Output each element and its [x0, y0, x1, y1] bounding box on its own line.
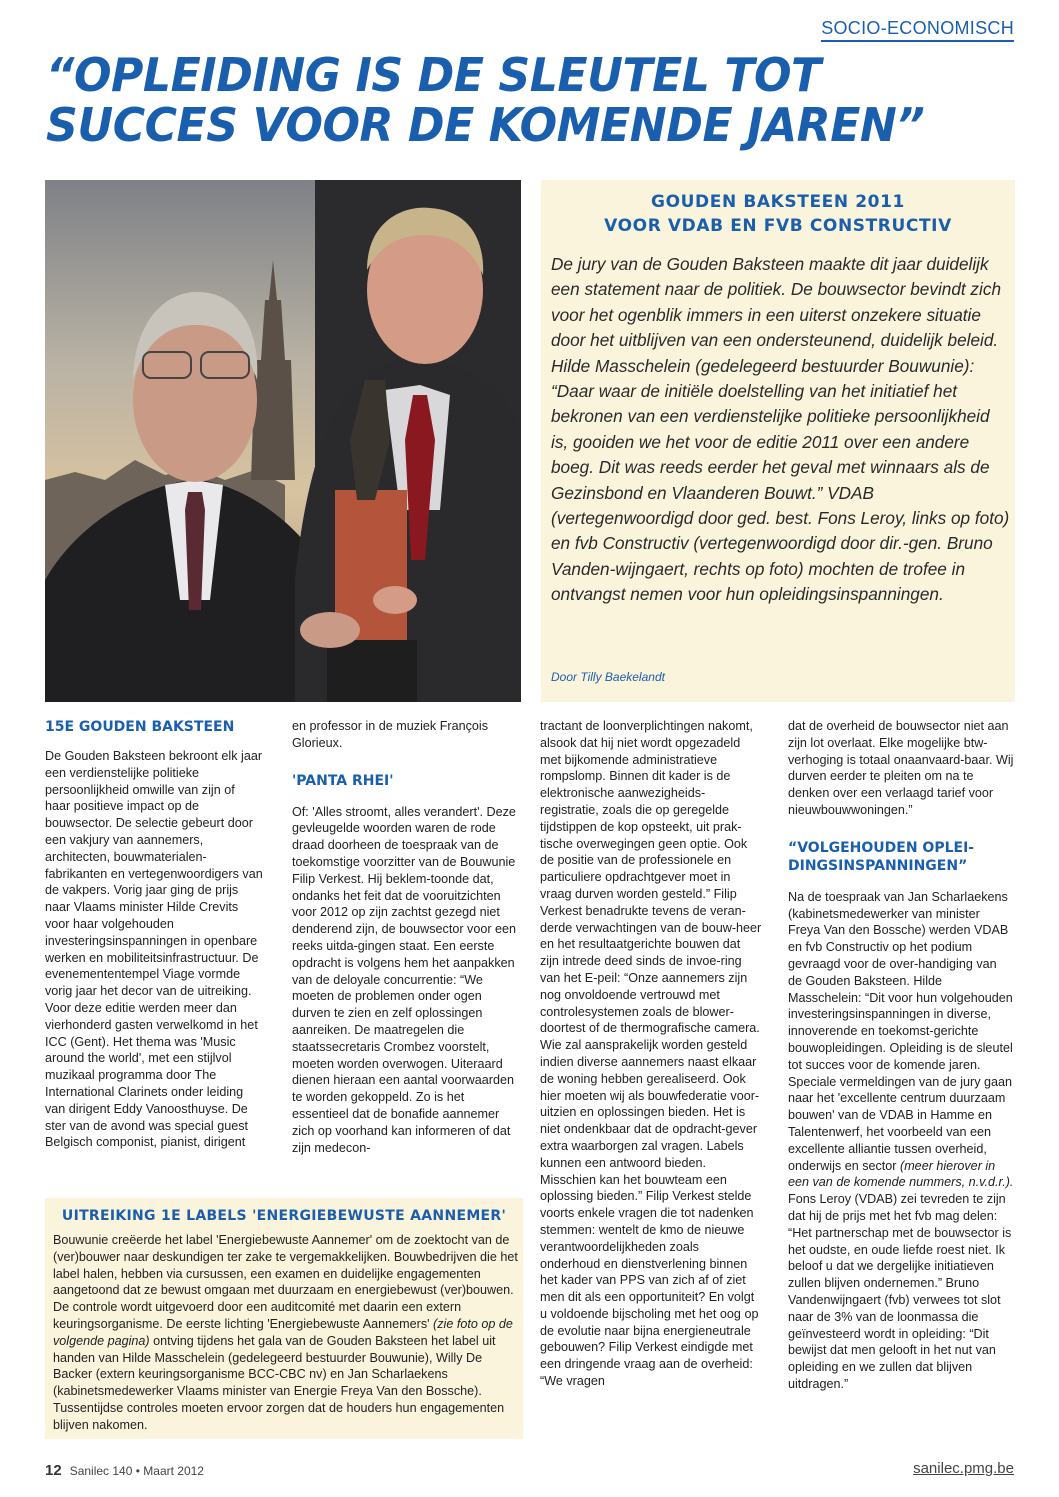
column-4-lead: dat de overheid de bouwsector niet aan zijn lot overlaat. Elke mogelijke btw-verhoging is totaal onaanvaard-baar. Wij durven eerder te pleiten om na te denken over een verlaagd tarief voor nieuwbouwwoningen.”: [788, 719, 1014, 817]
page-number: 12: [45, 1462, 62, 1479]
sidebar-title-line-2: VOOR VDAB EN FVB CONSTRUCTIV: [604, 216, 952, 236]
column-3: [540, 718, 762, 1390]
award-photo: [45, 180, 521, 702]
sidebar-body: De jury van de Gouden Baksteen maakte dit jaar duidelijk een statement naar de politiek. De bouwsector bevindt zich voor het ogenblik immers in een uiterst onzekere situatie door het uitblijven van een ondersteunend, duidelijk beleid. Hilde Masschelein (gedelegeerd bestuurder Bouwunie): “Daar waar de initiële doelstelling van het initiatief het bekronen van een verdienstelijke politieke persoonlijkheid is, gooiden we het voor de editie 2011 over een andere boeg. Dit was reeds eerder het geval met winnaars als de Gezinsbond en Vlaanderen Bouwt.” VDAB (vertegenwoordigd door ged. best. Fons Leroy, links op foto) en fvb Constructiv (vertegenwoordigd door dir.-gen. Bruno Vanden-wijngaert, rechts op foto) mochten de trofee in ontvangst nemen voor hun opleidingsinspanningen.: [551, 254, 1010, 605]
energy-label-box: [45, 1198, 523, 1439]
subheading-volgehouden: [788, 839, 1014, 875]
column-4-text-a: Na de toespraak van Jan Scharlaekens (kabinetsmedewerker van minister Freya Van den Bossche) werden VDAB en fvb Constructiv op het podium gevraagd voor de over-handiging van de Gouden Baksteen. Hilde Masschelein: “Dit voor hun volgehouden investeringsinspanningen in diverse, innoverende en toekomst-gerichte bouwopleidingen. Opleiding is de sleutel tot succes voor de komende jaren. Speciale vermeldingen van de jury gaan naar het 'excellente centrum duurzaam bouwen' van de VDAB in Hamme en Talentenwerf, het voorbeeld van een excellente alliantie tussen overheid, onderwijs en sector: [788, 889, 1013, 1173]
column-1: [45, 718, 263, 1151]
box-text-a: Bouwunie creëerde het label 'Energiebewuste Aannemer' om de zoektocht van de (ver)bouwer naar deskundigen ter zake te vergemakkelijken. Bouwbedrijven die het label halen, hebben via cursussen, een examen en duidelijke engagementen aangetoond dat ze bewust omgaan met duurzaam en energiebewust (ver)bouwen. De controle wordt uitgevoerd door een auditcomité met daarin een extern keuringsorganisme. De eerste lichting 'Energiebewuste Aannemers': [53, 1233, 518, 1331]
subheading-line-2: DINGSINSPANNINGEN”: [788, 857, 968, 874]
box-text-italic: (zie foto op de volgende pagina): [53, 1316, 513, 1348]
subheading-panta-rhei: 'PANTA RHEI': [292, 772, 394, 789]
byline: Door Tilly Baekelandt: [551, 670, 665, 684]
headline: [46, 50, 987, 150]
box-text-b: ontving tijdens het gala van de Gouden Baksteen het label uit handen van Hilde Masschelein (gedelegeerd bestuurder Bouwunie), Willy De Backer (extern keuringsorganisme BCC-CBC nv) en Jan Scharlaekens (kabinetsmedewerker Vlaams minister van Energie Freya Van den Bossche). Tussentijdse controles moeten ervoor zorgen dat de houders hun engagementen blijven nakomen.: [53, 1333, 505, 1432]
subheading-line-1: “VOLGEHOUDEN OPLEI-: [788, 839, 975, 856]
column-4-text: [788, 889, 1014, 1393]
column-4-text-b: Fons Leroy (VDAB) zei tevreden te zijn dat hij de prijs met het fvb mag delen: “Het partnerschap met de bouwsector is het oudste, en oude liefde roest niet. Ik beloof u dat we dergelijke initiatieven zullen blijven ondernemen.” Bruno Vandenwijngaert (fvb) verwees tot slot naar de 3% van de loonmassa die geïnvesteerd wordt in opleiding: “Dit bewijst dat men gelooft in het nut van opleiding en we zullen dat blijven uitdragen.”: [788, 1192, 1012, 1391]
column-4-text-italic: (meer hierover in een van de komende nummers, n.v.d.r.).: [788, 1158, 1014, 1190]
box-body: [53, 1232, 519, 1434]
sidebar-intro-box: [541, 180, 1015, 702]
publication-info: Sanilec 140 • Maart 2012: [69, 1464, 204, 1478]
column-2: [292, 718, 518, 1156]
subheading-15e-gouden-baksteen: 15E GOUDEN BAKSTEEN: [45, 719, 235, 735]
folio: [45, 1462, 204, 1479]
headline-line-1: “OPLEIDING IS DE SLEUTEL TOT: [46, 48, 821, 102]
column-1-text: De Gouden Baksteen bekroont elk jaar een verdienstelijke politieke persoonlijkheid omwille van zijn of haar positieve impact op de bouwsector. De selectie gebeurt door een vakjury van aannemers, architecten, bouwmaterialen-fabrikanten en vertegenwoordigers van de vakpers. Vorig jaar ging de prijs naar Vlaams minister Hilde Crevits voor haar volgehouden investeringsinspanningen in openbare werken en mobiliteitsinfrastructuur. De evenemententempel Viage vormde vorig jaar het decor van de uitreiking. Voor deze editie werden meer dan vierhonderd gasten verwelkomd in het ICC (Gent). Het thema was 'Music around the world', met een stijlvol muzikaal programma door The International Clarinets onder leiding van dirigent Eddy Vanoosthuyse. De ster van de avond was special guest Belgisch componist, pianist, dirigent: [45, 749, 263, 1150]
headline-line-2: SUCCES VOOR DE KOMENDE JAREN”: [46, 98, 925, 152]
website-link[interactable]: sanilec.pmg.be: [913, 1460, 1014, 1477]
column-3-text: tractant de loonverplichtingen nakomt, alsook dat hij niet wordt opgezadeld met bijkomende administratieve rompslomp. Binnen dit kader is de elektronische aanwezigheids-registratie, zoals die op geregelde tijdstippen de kop opsteekt, uit prak-tische overwegingen geen optie. Ook de positie van de professionele en particuliere opdrachtgever moet in vraag durven worden gesteld.” Filip Verkest benadrukte tevens de veran-derde verwachtingen van de bouw-heer en het resultaatgerichte bouwen dat zijn intrede deed sinds de invoe-ring van het E-peil: “Onze aannemers zijn nog onvoldoende vertrouwd met controlesystemen zoals de blower-doortest of de thermografische camera. Wie zal aansprakelijk worden gesteld indien diverse aannemers naast elkaar de woning hebben gerealiseerd. Ook hier moeten wij als bouwfederatie voor-uitzien en oplossingen bieden. Het is niet ondenkbaar dat de opdracht-gever extra waarborgen zal vragen. Labels kunnen een antwoord bieden. Misschien kan het bouwteam een oplossing bieden.” Filip Verkest stelde voorts enkele vragen die tot nadenken stemmen: wentelt de kmo de nieuwe verantwoordelijkheden zoals onderhoud en dienstverlening binnen het kader van PPS van zich af of ziet men dit als een opportuniteit? En volgt u voldoende bijscholing met het oog op de evolutie naar bijna energieneutrale gebouwen? Filip Verkest eindigde met een dringende vraag aan de overheid: “We vragen: [540, 719, 762, 1389]
column-4: [788, 718, 1014, 1393]
sidebar-title-line-1: GOUDEN BAKSTEEN 2011: [651, 192, 905, 212]
sidebar-title: [541, 190, 1015, 238]
box-title: UITREIKING 1E LABELS 'ENERGIEBEWUSTE AANNEMER': [61, 1208, 507, 1224]
column-2-lead: en professor in de muziek François Glorieux.: [292, 719, 488, 750]
section-label: SOCIO-ECONOMISCH: [821, 18, 1014, 42]
column-2-text: Of: 'Alles stroomt, alles verandert'. Deze gevleugelde woorden waren de rode draad doorheen de toespraak van de toekomstige voorzitter van de Bouwunie Filip Verkest. Hij beklem-toonde dat, ondanks het feit dat de vooruitzichten voor 2012 op zijn zachtst gezegd niet denderend zijn, de bouwsector voor een reeks uitda-gingen staat. Een eerste opdracht is volgens hem het aanpakken van de deloyale concurrentie: “We moeten de problemen onder ogen durven te zien en zelf oplossingen aanreiken. De maatregelen die staatssecretaris Crombez voorstelt, moeten worden overwogen. Uiteraard dienen hieraan een aantal voorwaarden te worden gekoppeld. Zo is het essentieel dat de bonafide aannemer zich op voorhand kan informeren of dat zijn medecon-: [292, 804, 517, 1155]
